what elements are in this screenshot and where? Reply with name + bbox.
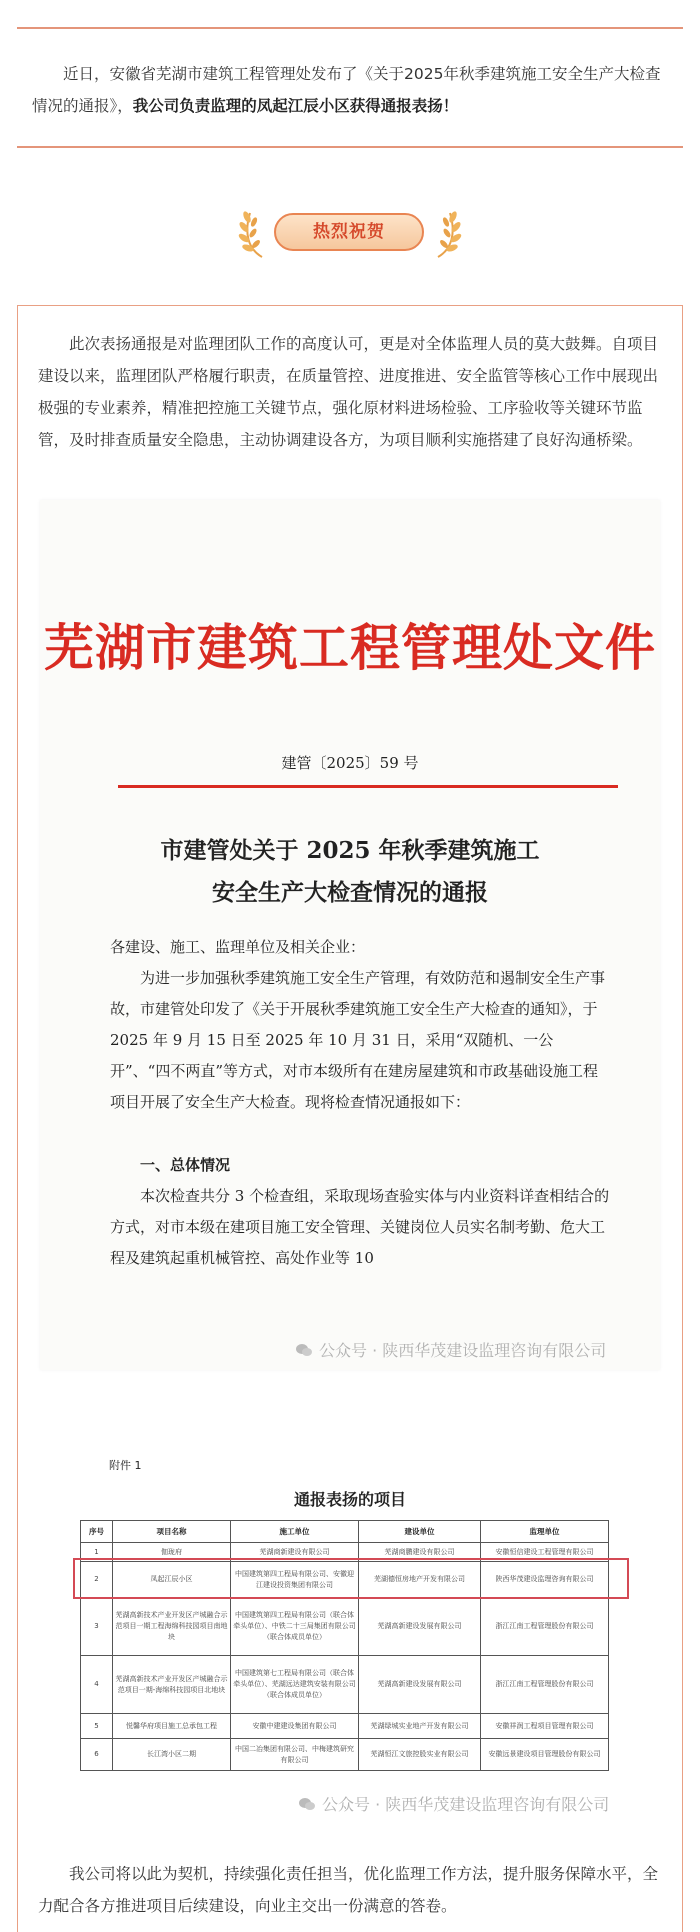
annex-label: 附件 1 xyxy=(109,1459,142,1472)
table-cell: 1 xyxy=(81,1543,113,1562)
table-cell: 中国建筑第四工程局有限公司、安徽迎江建设投资集团有限公司 xyxy=(231,1562,359,1598)
table-cell: 浙江江南工程管理股份有限公司 xyxy=(481,1656,609,1714)
table-cell: 伽珑府 xyxy=(113,1543,231,1562)
table-cell: 中国建筑第七工程局有限公司（联合体牵头单位）、芜湖远达建筑安装有限公司（联合体成员单位） xyxy=(231,1656,359,1714)
laurel-icon xyxy=(238,205,268,261)
table-header-cell: 施工单位 xyxy=(231,1521,359,1543)
table-cell: 长江湾小区二期 xyxy=(113,1739,231,1771)
document-salutation: 各建设、施工、监理单位及相关企业： xyxy=(110,938,366,956)
laurel-icon xyxy=(432,205,462,261)
table-cell: 安徽祥润工程项目管理有限公司 xyxy=(481,1714,609,1739)
table-header-cell: 项目名称 xyxy=(113,1521,231,1543)
watermark-text: 公众号 · 陕西华茂建设监理咨询有限公司 xyxy=(322,1795,610,1814)
table-cell: 芜湖商新建设有限公司 xyxy=(231,1543,359,1562)
table-cell: 浙江江南工程管理股份有限公司 xyxy=(481,1598,609,1656)
table-cell: 芜湖商鹏建设有限公司 xyxy=(359,1543,481,1562)
congrats-badge: 热烈祝贺 xyxy=(274,213,424,251)
annex-title: 通报表扬的项目 xyxy=(293,1490,406,1509)
table-cell: 安徽中建建设集团有限公司 xyxy=(231,1714,359,1739)
table-cell: 安徽恒信建设工程管理有限公司 xyxy=(481,1543,609,1562)
document-header: 芜湖市建筑工程管理处文件 xyxy=(44,618,656,677)
table-header-cell: 建设单位 xyxy=(359,1521,481,1543)
table-cell: 芜湖高新技术产业开发区产城融合示范项目一期-海绵科技园项目北地块 xyxy=(113,1656,231,1714)
top-divider xyxy=(17,27,683,29)
watermark-text: 公众号 · 陕西华茂建设监理咨询有限公司 xyxy=(319,1341,607,1360)
congrats-badge-group xyxy=(238,205,462,261)
body-paragraph: 此次表扬通报是对监理团队工作的高度认可，更是对全体监理人员的莫大鼓舞。自项目建设以来，监理团队严格履行职责，在质量管控、进度推进、安全监管等核心工作中展现出极强的专业素养，精准把控施工关键节点，强化原材料进场检验、工序验收等关键环节监管，及时排查质量安全隐患，主动协调建设各方，为项目顺利实施搭建了良好沟通桥梁。 xyxy=(38,335,659,449)
table-cell: 2 xyxy=(81,1562,113,1598)
watermark xyxy=(298,1792,609,1815)
table-cell: 3 xyxy=(81,1598,113,1656)
table-cell: 芜湖高新建设发展有限公司 xyxy=(359,1598,481,1656)
intro-paragraph xyxy=(32,58,668,122)
document-section-heading: 一、总体情况 xyxy=(140,1156,231,1174)
intro-text: 近日，安徽省芜湖市建筑工程管理处发布了《关于2025年秋季建筑施工安全生产大检查情况的通报》， xyxy=(32,65,661,115)
table-cell: 中国二冶集团有限公司、中梅建筑研究有限公司 xyxy=(231,1739,359,1771)
document-paragraph: 本次检查共分 3 个检查组，采取现场查验实体与内业资料详查相结合的方式，对市本级在建项目施工安全管理、关键岗位人员实名制考勤、危大工程及建筑起重机械管控、高处作业等 10 xyxy=(110,1187,610,1267)
table-cell: 芜湖高新技术产业开发区产城融合示范项目一期工程海绵科技园项目南地块 xyxy=(113,1598,231,1656)
table-cell: 中国建筑第四工程局有限公司（联合体牵头单位）、中铁二十三局集团有限公司（联合体成员单位） xyxy=(231,1598,359,1656)
watermark xyxy=(295,1338,606,1361)
table-header-cell: 监理单位 xyxy=(481,1521,609,1543)
table-cell: 悦馨华府项目施工总承包工程 xyxy=(113,1714,231,1739)
table-cell: 5 xyxy=(81,1714,113,1739)
table-row xyxy=(81,1656,609,1714)
wechat-icon xyxy=(295,1343,313,1357)
table-row xyxy=(81,1739,609,1771)
table-cell: 6 xyxy=(81,1739,113,1771)
table-cell: 陕西华茂建设监理咨询有限公司 xyxy=(481,1562,609,1598)
table-cell: 芜湖恒江文旅控股实业有限公司 xyxy=(359,1739,481,1771)
document-number: 建管〔2025〕59 号 xyxy=(281,754,419,772)
document-title-line1: 市建管处关于 2025 年秋季建筑施工 xyxy=(160,837,540,864)
wechat-icon xyxy=(298,1797,316,1811)
table-cell: 芜湖绿城实业地产开发有限公司 xyxy=(359,1714,481,1739)
closing-paragraph: 我公司将以此为契机，持续强化责任担当，优化监理工作方法，提升服务保障水平，全力配合各方推进项目后续建设，向业主交出一份满意的答卷。 xyxy=(38,1865,659,1915)
intro-highlight: 我公司负责监理的凤起江辰小区获得通报表扬！ xyxy=(132,97,459,115)
document-paragraph: 为进一步加强秋季建筑施工安全生产管理，有效防范和遏制安全生产事故，市建管处印发了《关于开展秋季建筑施工安全生产大检查的通知》，于 2025 年 9 月 15 日至 2025 年 10 月 31 日，采用“双随机、一公开”、“四不两直”等方式，对市本级所有在建房屋建筑和市政基础设施工程项目开展了安全生产大检查。现将检查情况通报如下： xyxy=(110,969,606,1111)
table-cell: 凤起江辰小区 xyxy=(113,1562,231,1598)
table-header-cell: 序号 xyxy=(81,1521,113,1543)
table-cell: 芜湖高新建设发展有限公司 xyxy=(359,1656,481,1714)
table-cell: 4 xyxy=(81,1656,113,1714)
table-cell: 安徽远景建设项目管理股份有限公司 xyxy=(481,1739,609,1771)
document-title-line2: 安全生产大检查情况的通报 xyxy=(212,879,488,906)
table-row xyxy=(81,1714,609,1739)
table-row xyxy=(81,1598,609,1656)
table-cell: 芜湖德恒房地产开发有限公司 xyxy=(359,1562,481,1598)
intro-divider xyxy=(17,146,683,148)
document-red-rule xyxy=(118,785,618,788)
table-header-row xyxy=(81,1521,609,1543)
highlight-box xyxy=(73,1558,629,1599)
notice-document-image xyxy=(40,500,660,1370)
